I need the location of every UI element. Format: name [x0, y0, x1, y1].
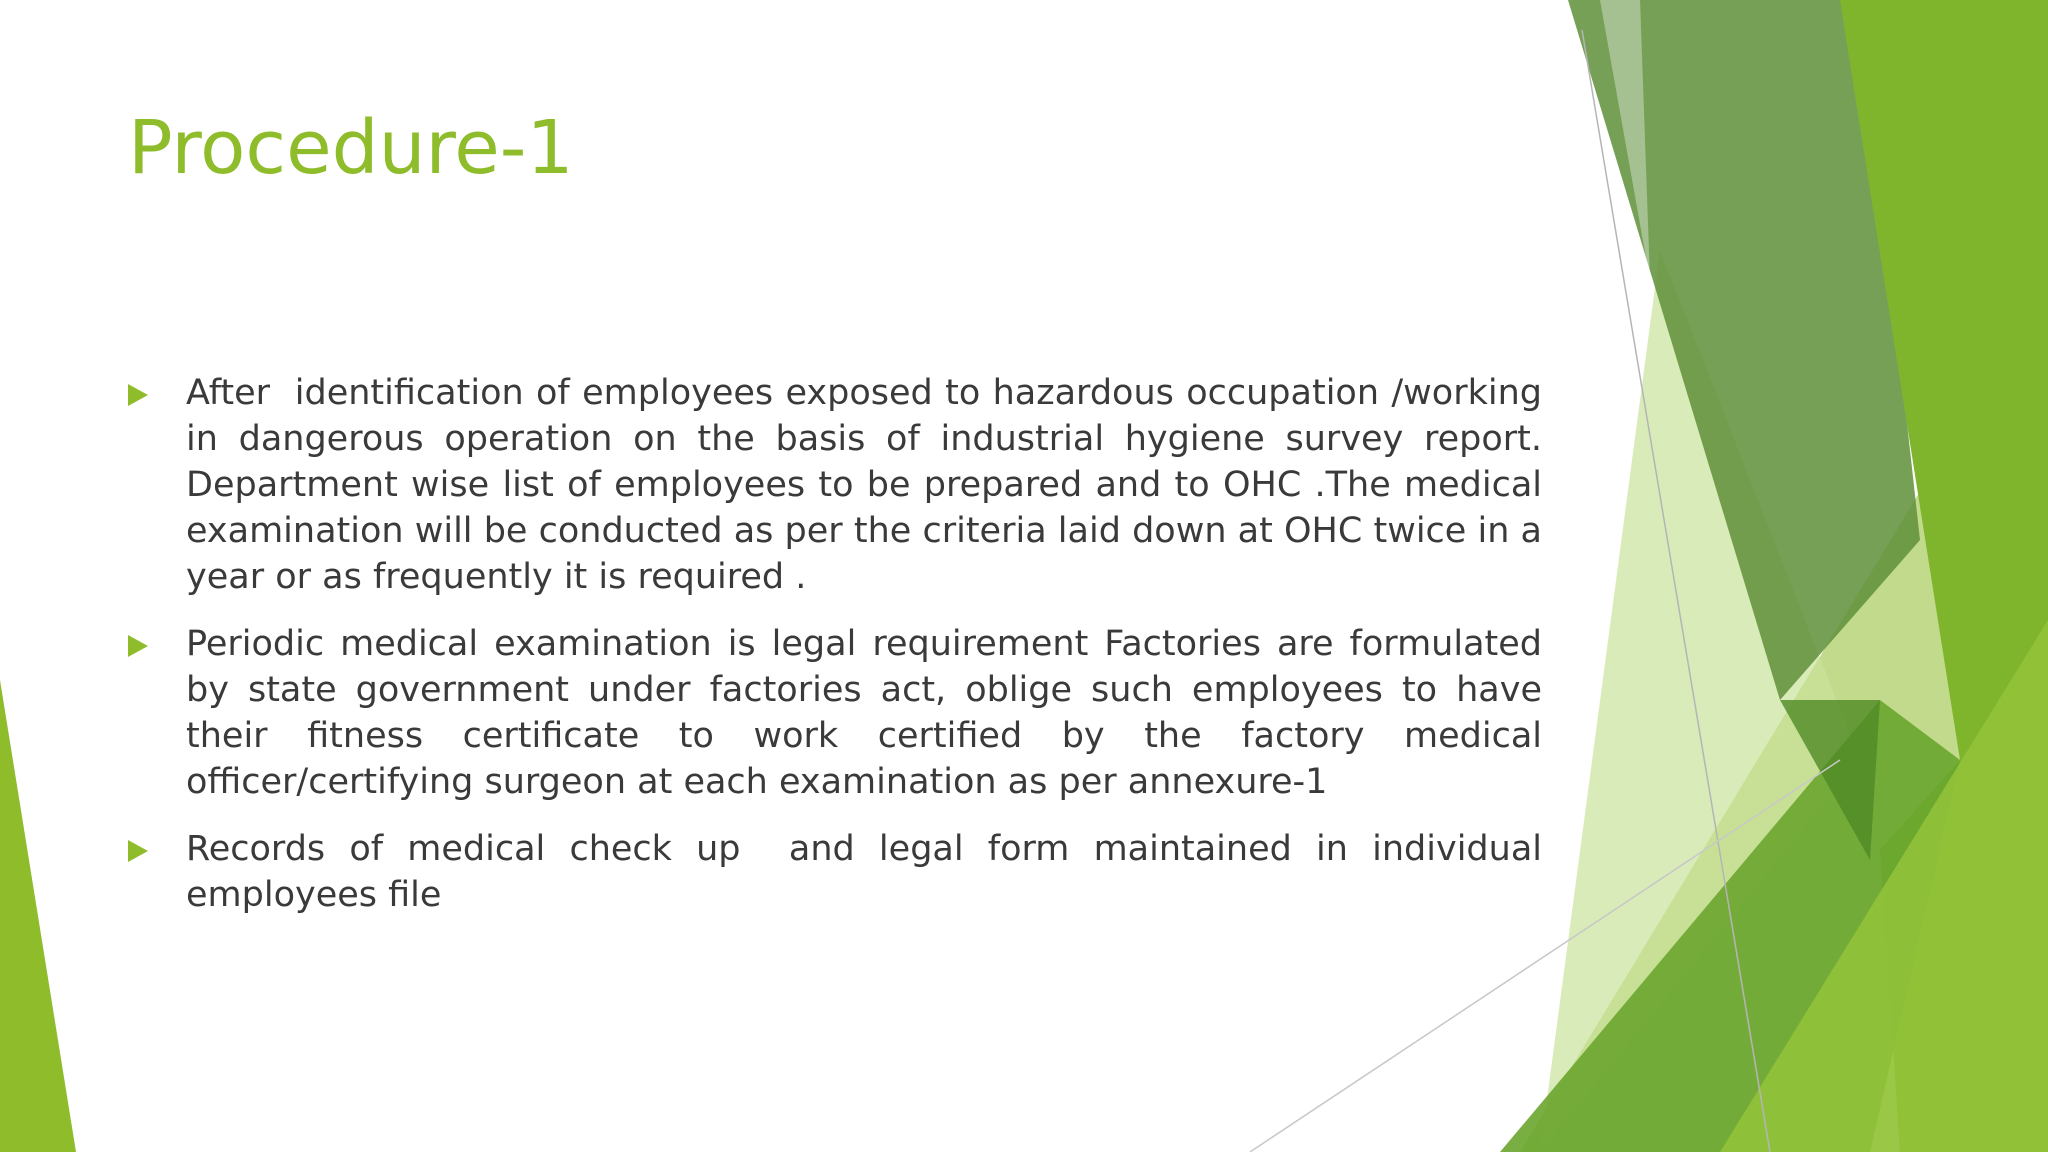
- bullet-list: [128, 370, 1554, 939]
- bullet-item: [128, 826, 1554, 918]
- facet-left-green: [0, 680, 76, 1152]
- bullet-item: [128, 621, 1554, 805]
- bullet-text: After identification of employees exposed to hazardous occupation /working in dangerous operation on the basis of industrial hygiene survey report. Department wise list of employees to be prepared and to OHC .The medical examination will be conducted as per the criteria laid down at OHC twice in a year or as frequently it is required .: [186, 373, 1554, 597]
- bullet-text: Periodic medical examination is legal requirement Factories are formulated by state government under factories act, oblige such employees to have their fitness certificate to work certified by the factory medical officer/certifying surgeon at each examination as per annexure-1: [186, 624, 1554, 802]
- triangle-bullet-icon: [128, 840, 148, 862]
- bullet-item: [128, 370, 1554, 600]
- triangle-bullet-icon: [128, 384, 148, 406]
- bullet-text: Records of medical check up and legal form maintained in individual employees file: [186, 829, 1554, 915]
- slide-title: Procedure-1: [128, 105, 574, 191]
- triangle-bullet-icon: [128, 635, 148, 657]
